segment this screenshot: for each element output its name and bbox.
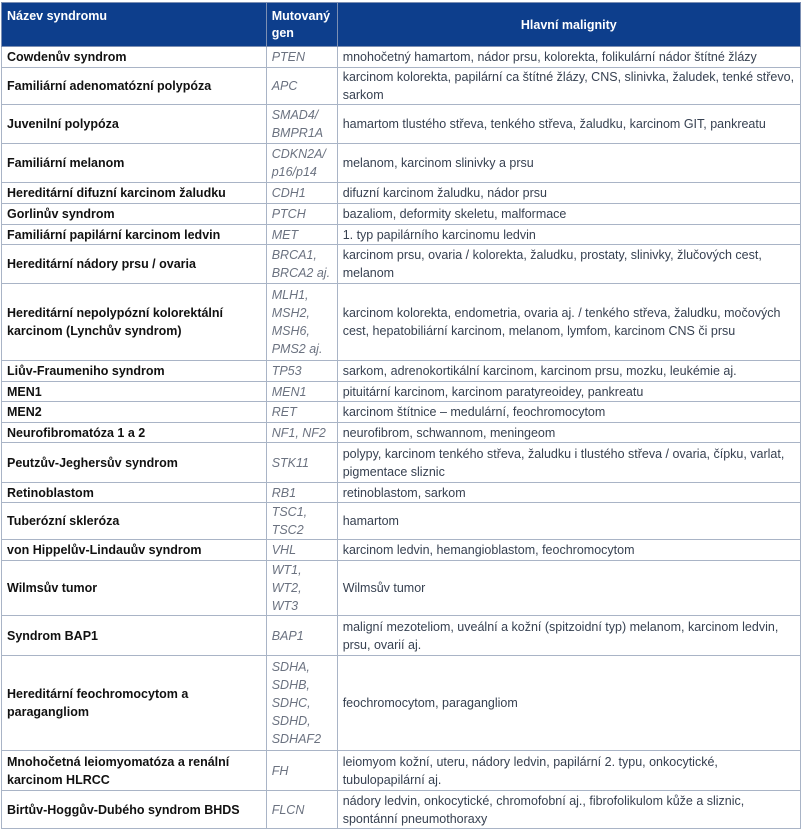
mutated-gene-cell [266, 361, 337, 382]
syndrome-name-cell: Syndrom BAP1 [2, 616, 267, 656]
gene-line: SDHD, [271, 714, 311, 728]
malignancy-cell: pituitární karcinom, karcinom paratyreoidey, pankreatu [337, 382, 800, 402]
mutated-gene-cell [266, 503, 337, 540]
syndrome-name-cell: Cowdenův syndrom [2, 47, 267, 68]
gene-line: SDHAF2 [271, 732, 322, 746]
gene-line: CDKN2A/ [271, 147, 326, 161]
gene-line: p16/p14 [271, 165, 317, 179]
table-row [2, 361, 801, 382]
malignancy-cell: maligní mezoteliom, uveální a kožní (spitzoidní typ) melanom, karcinom ledvin, prsu, ovarií aj. [337, 616, 800, 656]
mutated-gene-cell [266, 791, 337, 829]
gene-line: BAP1 [271, 628, 304, 643]
table-row [2, 68, 801, 105]
gene-line: MSH6, [271, 324, 310, 338]
mutated-gene-cell [266, 483, 337, 503]
table-row [2, 204, 801, 225]
malignancy-cell: feochromocytom, paragangliom [337, 656, 800, 751]
gene-line: SDHB, [271, 678, 310, 692]
gene-line: PTEN [271, 50, 306, 64]
table-row [2, 144, 801, 183]
table-row [2, 382, 801, 402]
syndrome-name-cell: Retinoblastom [2, 483, 267, 503]
malignancy-cell: bazaliom, deformity skeletu, malformace [337, 204, 800, 225]
mutated-gene-cell [266, 105, 337, 144]
table-body [2, 47, 801, 829]
malignancy-cell: karcinom kolorekta, endometria, ovaria aj. / tenkého střeva, žaludku, močových cest, hepatobiliární karcinom, melanom, lymfom, karcinom CNS či prsu [337, 284, 800, 361]
mutated-gene-cell [266, 423, 337, 443]
syndrome-table [1, 2, 801, 829]
syndrome-name-cell: Familiární melanom [2, 144, 267, 183]
gene-line: APC [271, 79, 298, 93]
gene-line: NF1, NF2 [271, 425, 326, 440]
gene-line: TSC1, TSC2 [271, 505, 308, 537]
gene-line: MLH1, [271, 288, 309, 302]
gene-line: SDHA, [271, 660, 310, 674]
gene-line: SMAD4/ [271, 108, 319, 122]
syndrome-name-cell: MEN2 [2, 402, 267, 423]
table-row [2, 791, 801, 829]
malignancy-cell: karcinom prsu, ovaria / kolorekta, žaludku, prostaty, slinivky, žlučových cest, melanom [337, 245, 800, 284]
gene-line: BRCA2 aj. [271, 266, 331, 280]
malignancy-cell: difuzní karcinom žaludku, nádor prsu [337, 183, 800, 204]
syndrome-name-cell: Birtův-Hoggův-Dubého syndrom BHDS [2, 791, 267, 829]
header-main-malignancies: Hlavní malignity [337, 3, 800, 47]
malignancy-cell: karcinom ledvin, hemangioblastom, feochromocytom [337, 540, 800, 561]
gene-line: TP53 [271, 364, 302, 378]
table-row [2, 105, 801, 144]
syndrome-name-cell: Wilmsův tumor [2, 561, 267, 616]
syndrome-name-cell: Hereditární difuzní karcinom žaludku [2, 183, 267, 204]
malignancy-cell: retinoblastom, sarkom [337, 483, 800, 503]
malignancy-cell: melanom, karcinom slinivky a prsu [337, 144, 800, 183]
gene-line: WT1, WT2, [271, 563, 302, 595]
table-row [2, 443, 801, 483]
malignancy-cell: Wilmsův tumor [337, 561, 800, 616]
mutated-gene-cell [266, 183, 337, 204]
header-mutated-gene: Mutovaný gen [266, 3, 337, 47]
syndrome-name-cell: Liův-Fraumeniho syndrom [2, 361, 267, 382]
gene-line: CDH1 [271, 186, 306, 200]
malignancy-cell: 1. typ papilárního karcinomu ledvin [337, 225, 800, 245]
table-row [2, 540, 801, 561]
mutated-gene-cell [266, 68, 337, 105]
table-row [2, 423, 801, 443]
gene-line: MEN1 [271, 384, 307, 399]
table-row [2, 561, 801, 616]
gene-line: SDHC, [271, 696, 311, 710]
syndrome-name-cell: Juvenilní polypóza [2, 105, 267, 144]
malignancy-cell: leiomyom kožní, uteru, nádory ledvin, papilární 2. typu, onkocytické, tubulopapilární aj. [337, 751, 800, 791]
syndrome-name-cell: Hereditární nepolypózní kolorektální karcinom (Lynchův syndrom) [2, 284, 267, 361]
gene-line: RET [271, 405, 297, 419]
syndrome-name-cell: Gorlinův syndrom [2, 204, 267, 225]
malignancy-cell: mnohočetný hamartom, nádor prsu, kolorekta, folikulární nádor štítné žlázy [337, 47, 800, 68]
malignancy-cell: hamartom tlustého střeva, tenkého střeva, žaludku, karcinom GIT, pankreatu [337, 105, 800, 144]
malignancy-cell: nádory ledvin, onkocytické, chromofobní aj., fibrofolikulom kůže a sliznic, spontánní pneumothoraxy [337, 791, 800, 829]
syndrome-name-cell: Mnohočetná leiomyomatóza a renální karcinom HLRCC [2, 751, 267, 791]
malignancy-cell: karcinom štítnice – medulární, feochromocytom [337, 402, 800, 423]
table-row [2, 616, 801, 656]
mutated-gene-cell [266, 204, 337, 225]
table-row [2, 183, 801, 204]
malignancy-cell: sarkom, adrenokortikální karcinom, karcinom prsu, mozku, leukémie aj. [337, 361, 800, 382]
mutated-gene-cell [266, 144, 337, 183]
syndrome-name-cell: Hereditární nádory prsu / ovaria [2, 245, 267, 284]
table-row [2, 284, 801, 361]
mutated-gene-cell [266, 656, 337, 751]
mutated-gene-cell [266, 382, 337, 402]
syndrome-name-cell: Tuberózní skleróza [2, 503, 267, 540]
header-syndrome-name: Název syndromu [2, 3, 267, 47]
gene-line: BMPR1A [271, 126, 324, 140]
gene-line: MET [271, 227, 299, 242]
gene-line: PMS2 aj. [271, 342, 323, 356]
gene-line: PTCH [271, 207, 306, 221]
mutated-gene-cell [266, 402, 337, 423]
malignancy-cell: polypy, karcinom tenkého střeva, žaludku i tlustého střeva / ovaria, čípku, varlat, pigmentace sliznic [337, 443, 800, 483]
mutated-gene-cell [266, 540, 337, 561]
mutated-gene-cell [266, 225, 337, 245]
gene-line: STK11 [271, 455, 309, 470]
syndrome-name-cell: MEN1 [2, 382, 267, 402]
mutated-gene-cell [266, 561, 337, 616]
malignancy-cell: neurofibrom, schwannom, meningeom [337, 423, 800, 443]
table-row [2, 225, 801, 245]
gene-line: RB1 [271, 485, 297, 500]
gene-line: FH [271, 763, 289, 778]
malignancy-cell: karcinom kolorekta, papilární ca štítné žlázy, CNS, slinivka, žaludek, tenké střevo, sarkom [337, 68, 800, 105]
syndrome-name-cell: Familiární adenomatózní polypóza [2, 68, 267, 105]
table-row [2, 751, 801, 791]
table-row [2, 503, 801, 540]
mutated-gene-cell [266, 751, 337, 791]
gene-line: MSH2, [271, 306, 310, 320]
table-row [2, 483, 801, 503]
gene-line: BRCA1, [271, 248, 317, 262]
gene-line: VHL [271, 543, 297, 557]
syndrome-name-cell: Familiární papilární karcinom ledvin [2, 225, 267, 245]
table-row [2, 402, 801, 423]
table-header-row [2, 3, 801, 47]
syndrome-name-cell: Peutzův-Jeghersův syndrom [2, 443, 267, 483]
malignancy-cell: hamartom [337, 503, 800, 540]
mutated-gene-cell [266, 284, 337, 361]
gene-line: FLCN [271, 802, 305, 817]
mutated-gene-cell [266, 47, 337, 68]
mutated-gene-cell [266, 245, 337, 284]
syndrome-name-cell: von Hippelův-Lindauův syndrom [2, 540, 267, 561]
gene-line: WT3 [271, 599, 299, 613]
mutated-gene-cell [266, 443, 337, 483]
table-row [2, 47, 801, 68]
syndrome-name-cell: Neurofibromatóza 1 a 2 [2, 423, 267, 443]
syndrome-name-cell: Hereditární feochromocytom a paragangliom [2, 656, 267, 751]
table-row [2, 245, 801, 284]
table-row [2, 656, 801, 751]
mutated-gene-cell [266, 616, 337, 656]
